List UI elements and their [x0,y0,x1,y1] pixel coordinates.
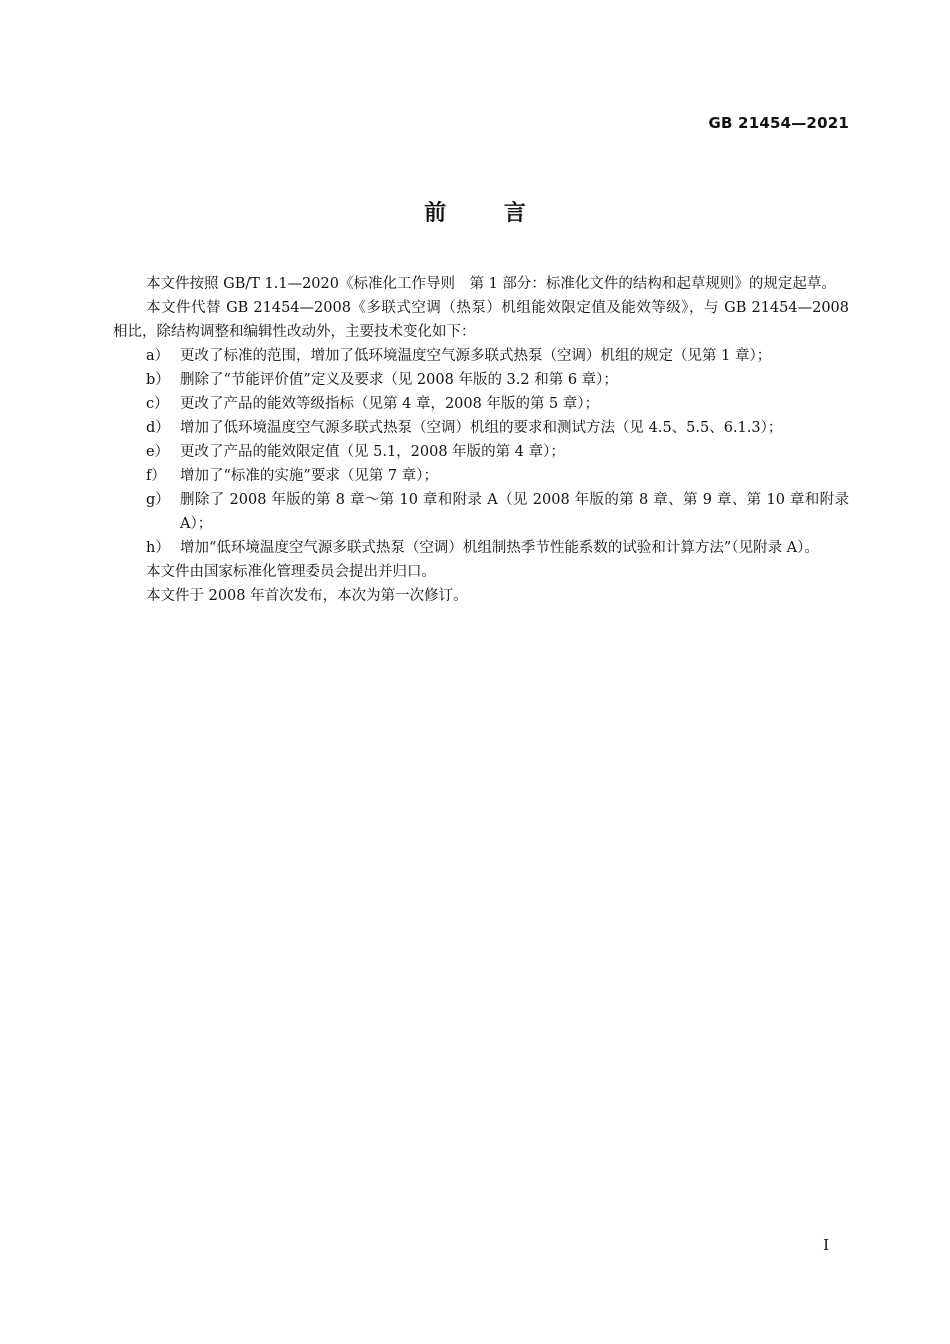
list-item [113,392,849,416]
list-item-text: 更改了标准的范围，增加了低环境温度空气源多联式热泵（空调）机组的规定（见第 1 章）； [180,348,772,364]
changes-list [113,344,849,560]
list-item-marker: h） [146,540,170,556]
list-item [113,488,849,536]
list-item-text: 增加了低环境温度空气源多联式热泵（空调）机组的要求和测试方法（见 4.5、5.5、6.1.3）； [180,420,783,436]
list-item-marker: b） [146,372,170,388]
page-title: 前 言 [424,201,526,226]
list-item-marker: e） [146,444,170,460]
foreword-body [113,272,849,608]
list-item-marker: d） [146,420,170,436]
list-item [113,536,849,560]
list-item-text: 删除了 2008 年版的第 8 章～第 10 章和附录 A（见 2008 年版的第 8 章、第 9 章、第 10 章和附录 A）； [180,492,849,532]
paragraph-publication-history: 本文件于 2008 年首次发布，本次为第一次修订。 [146,588,468,604]
list-item [113,368,849,392]
list-item-text: 更改了产品的能效限定值（见 5.1，2008 年版的第 4 章）； [180,444,565,460]
list-item-text: 删除了“节能评价值”定义及要求（见 2008 年版的 3.2 和第 6 章）； [180,372,618,388]
list-item-text: 增加了“标准的实施”要求（见第 7 章）； [180,468,439,484]
list-item-text: 增加“低环境温度空气源多联式热泵（空调）机组制热季节性能系数的试验和计算方法”（见附录 A）。 [180,540,819,556]
page-number: I [823,1236,829,1254]
list-item [113,464,849,488]
paragraph-drafting-rules: 本文件按照 GB/T 1.1—2020《标准化工作导则 第 1 部分：标准化文件的结构和起草规则》的规定起草。 [146,276,836,292]
list-item-marker: a） [146,348,170,364]
list-item-marker: g） [146,492,170,508]
standard-number: GB 21454—2021 [708,114,849,132]
list-item-marker: f） [146,468,166,484]
paragraph-proposer: 本文件由国家标准化管理委员会提出并归口。 [146,564,436,580]
list-item-marker: c） [146,396,169,412]
list-item [113,440,849,464]
list-item [113,416,849,440]
list-item-text: 更改了产品的能效等级指标（见第 4 章，2008 年版的第 5 章）； [180,396,600,412]
paragraph-supersedes: 本文件代替 GB 21454—2008《多联式空调（热泵）机组能效限定值及能效等级》，与 GB 21454—2008 相比，除结构调整和编辑性改动外，主要技术变化如下： [113,300,849,340]
list-item [113,344,849,368]
